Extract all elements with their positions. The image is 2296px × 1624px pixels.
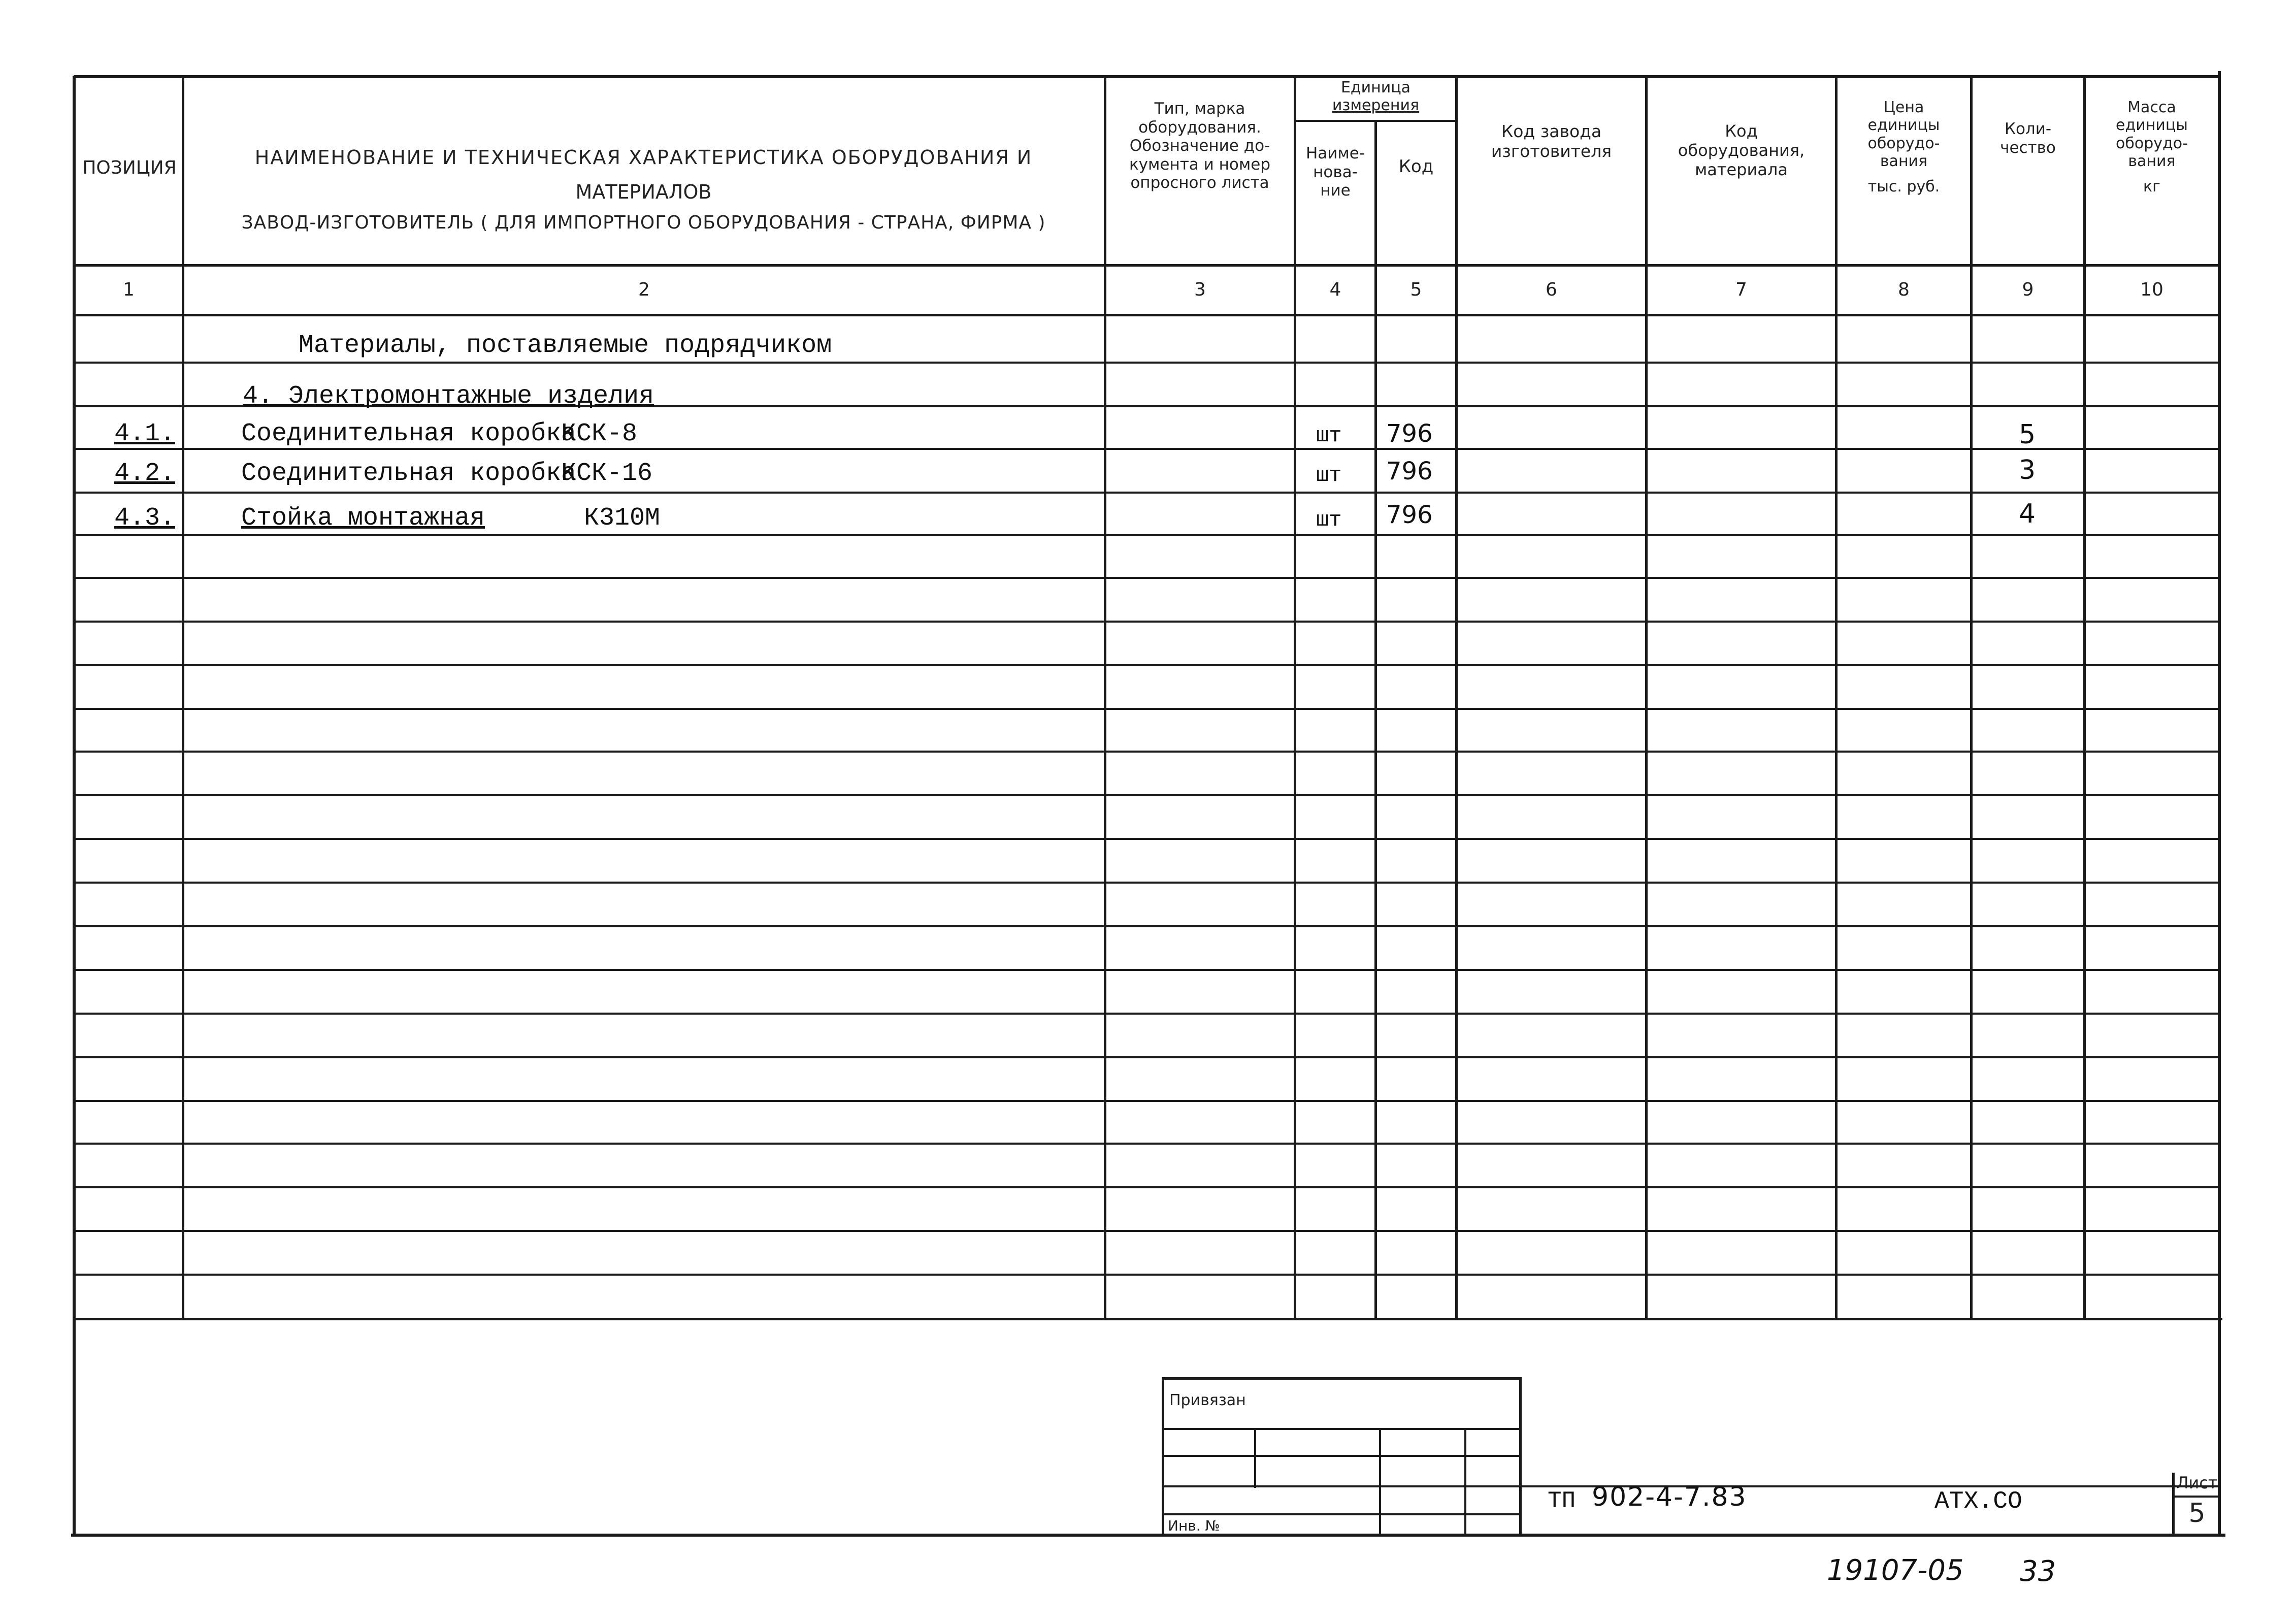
header-unit-group <box>1296 79 1455 115</box>
stamp-divider <box>1162 1377 1164 1535</box>
col-divider-9 <box>2083 76 2086 1319</box>
header-bottom-line <box>74 264 2220 267</box>
row-unit: шт <box>1316 508 1342 532</box>
materials-heading: Материалы, поставляемые подрядчиком <box>299 331 832 360</box>
header-manufacturer-code-line: Код завода <box>1501 121 1602 141</box>
header-manufacturer-code-line: изготовителя <box>1491 141 1612 161</box>
col-divider-3 <box>1294 76 1296 1319</box>
table-row-line <box>74 1274 2220 1276</box>
table-row-line <box>74 751 2220 753</box>
header-unit-group-line: измерения <box>1332 96 1420 115</box>
row-position: 4.3. <box>114 504 176 533</box>
stamp-tp-number: 902-4-7.83 <box>1592 1482 1747 1512</box>
column-number: 2 <box>638 279 650 300</box>
row-name: Соединительная коробка <box>241 419 577 448</box>
row-name: Соединительная коробка <box>241 459 577 488</box>
header-equipment-code <box>1648 122 1835 179</box>
header-unit-mass-line: единицы <box>2116 116 2188 135</box>
stamp-line <box>1163 1513 1521 1515</box>
table-row-line <box>74 708 2220 710</box>
frame-right-border <box>2218 71 2221 1536</box>
column-number: 8 <box>1898 279 1910 300</box>
header-equipment-code-line: Код <box>1725 121 1758 141</box>
row-code: 796 <box>1386 419 1433 448</box>
header-unit-name <box>1296 144 1374 200</box>
header-quantity-line: Коли- <box>2004 120 2052 138</box>
col-divider-6 <box>1645 76 1648 1319</box>
stamp-line <box>1163 1428 1521 1430</box>
header-name-line3: ЗАВОД-ИЗГОТОВИТЕЛЬ ( ДЛЯ ИМПОРТНОГО ОБОРУДОВАНИЯ - СТРАНА, ФИРМА ) <box>241 212 1046 233</box>
table-top-border <box>74 75 2220 78</box>
column-number-line <box>74 314 2220 316</box>
header-unit-price-line: Цена <box>1883 99 1924 116</box>
row-name: Стойка монтажная <box>241 504 485 533</box>
table-row-line <box>74 492 2220 494</box>
header-unit-mass-line: вания <box>2128 152 2176 171</box>
stamp-privyazan: Привязан <box>1169 1391 1246 1409</box>
col-divider-2 <box>1104 76 1106 1319</box>
header-quantity <box>1973 120 2083 157</box>
table-row-line <box>74 1100 2220 1102</box>
header-quantity-line: чество <box>2000 138 2056 157</box>
header-unit-mass <box>2086 99 2218 196</box>
row-code: 796 <box>1386 457 1433 485</box>
table-row-line <box>74 1186 2220 1188</box>
row-quantity: 5 <box>2019 419 2036 450</box>
header-name-line1: НАИМЕНОВАНИЕ И ТЕХНИЧЕСКАЯ ХАРАКТЕРИСТИКА ОБОРУДОВАНИЯ И <box>254 146 1033 169</box>
stamp-divider <box>1379 1430 1381 1535</box>
header-type-mark <box>1107 100 1293 192</box>
row-code: 796 <box>1386 501 1433 529</box>
column-number: 9 <box>2022 279 2034 300</box>
header-unit-mass-line: кг <box>2143 177 2160 196</box>
header-unit-group-line: Единица <box>1340 79 1411 96</box>
stamp-divider <box>1464 1430 1466 1535</box>
stamp-line <box>1163 1377 1521 1380</box>
column-number: 5 <box>1410 279 1422 300</box>
header-unit-mass-line: оборудо- <box>2116 134 2188 152</box>
archive-number: 19107-05 <box>1827 1554 1964 1587</box>
header-type-mark-line: кумента и номер <box>1129 155 1271 174</box>
header-unit-name-line: ние <box>1320 181 1351 200</box>
header-unit-price-line: вания <box>1880 152 1928 171</box>
header-equipment-code-line: оборудования, <box>1678 140 1805 160</box>
col-divider-5 <box>1455 76 1458 1319</box>
column-number: 7 <box>1735 279 1747 300</box>
column-number: 3 <box>1194 279 1206 300</box>
table-row-line <box>74 1143 2220 1145</box>
table-row-line <box>74 362 2220 364</box>
stamp-doc-code: АТХ.СО <box>1934 1488 2022 1515</box>
header-unit-price-line: единицы <box>1867 116 1940 135</box>
table-row-line <box>74 534 2220 536</box>
stamp-tp-prefix: ТП <box>1548 1488 1576 1514</box>
header-name-line2: МАТЕРИАЛОВ <box>575 181 712 203</box>
header-type-mark-line: опросного листа <box>1130 174 1269 192</box>
stamp-sheet-number: 5 <box>2188 1498 2206 1529</box>
column-number: 4 <box>1329 279 1341 300</box>
table-row-line <box>74 838 2220 840</box>
row-model: КСК-8 <box>561 419 638 448</box>
row-position: 4.1. <box>114 419 176 448</box>
table-row-line <box>74 577 2220 579</box>
table-row-line <box>74 969 2220 971</box>
header-equipment-code-line: материала <box>1695 159 1788 179</box>
column-number: 10 <box>2140 279 2163 300</box>
col-divider-8 <box>1970 76 1973 1319</box>
stamp-inventory-number: Инв. № <box>1168 1517 1220 1534</box>
row-model: К310М <box>584 504 661 533</box>
stamp-sheet-label: Лист <box>2176 1473 2218 1492</box>
header-unit-name-line: нова- <box>1313 163 1358 181</box>
stamp-line <box>1163 1455 1521 1457</box>
row-quantity: 3 <box>2019 455 2036 485</box>
col-divider-7 <box>1835 76 1838 1319</box>
header-position: ПОЗИЦИЯ <box>82 157 177 178</box>
header-unit-price-line: тыс. руб. <box>1867 177 1940 196</box>
header-unit-price-line: оборудо- <box>1867 134 1940 152</box>
row-unit: шт <box>1316 424 1342 448</box>
sheet-bottom-border <box>71 1534 2225 1537</box>
header-unit-mass-line: Масса <box>2127 99 2176 116</box>
table-row-line <box>74 664 2220 666</box>
table-row-line <box>74 1056 2220 1058</box>
header-unit-code: Код <box>1398 156 1434 177</box>
group-heading: 4. Электромонтажные изделия <box>243 382 654 411</box>
column-number: 6 <box>1546 279 1557 300</box>
col-divider-1 <box>182 76 184 1319</box>
header-manufacturer-code <box>1458 122 1645 161</box>
table-row-line <box>74 1013 2220 1015</box>
stamp-divider <box>1254 1430 1256 1488</box>
row-model: КСК-16 <box>561 459 653 488</box>
header-type-mark-line: Обозначение до- <box>1129 137 1270 155</box>
table-bottom-line <box>74 1318 2222 1320</box>
column-number: 1 <box>123 279 135 300</box>
sheet-cell-line <box>2173 1496 2220 1498</box>
header-unit-price <box>1838 99 1970 196</box>
table-row-line <box>74 882 2220 884</box>
row-quantity: 4 <box>2019 499 2036 529</box>
table-row-line <box>74 621 2220 623</box>
header-type-mark-line: Тип, марка <box>1154 100 1245 118</box>
table-row-line <box>74 925 2220 927</box>
table-row-line <box>74 794 2220 796</box>
header-type-mark-line: оборудования. <box>1138 118 1261 137</box>
header-unit-name-line: Наиме- <box>1305 144 1365 163</box>
row-position: 4.2. <box>114 459 176 488</box>
table-row-line <box>74 1230 2220 1232</box>
row-unit: шт <box>1316 463 1342 488</box>
page-number: 33 <box>2020 1555 2056 1588</box>
stamp-divider <box>1519 1377 1522 1535</box>
